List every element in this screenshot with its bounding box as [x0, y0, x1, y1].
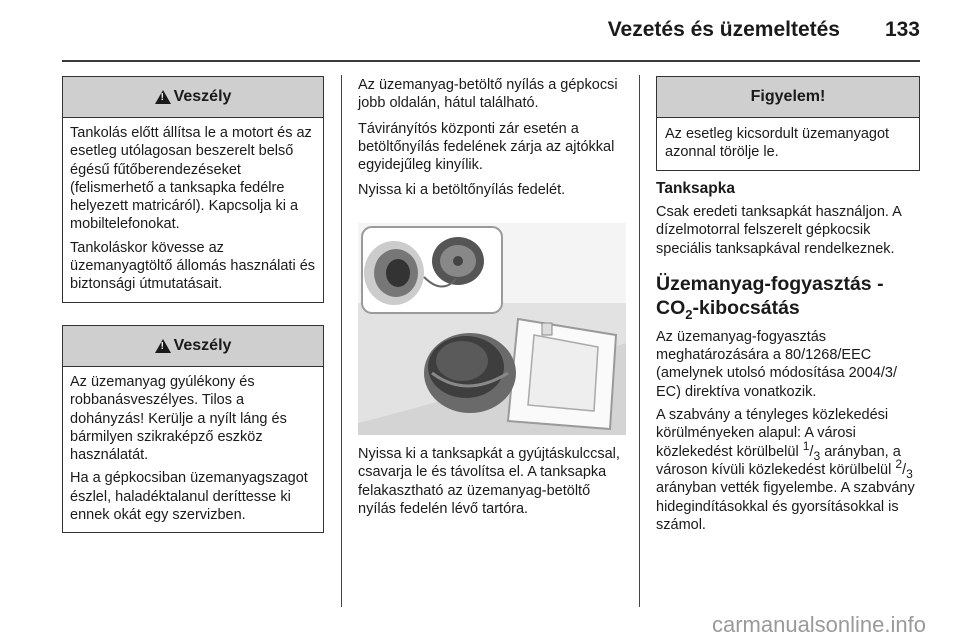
fuel-filler-instructions — [358, 76, 626, 207]
tank-cap-heading: Tanksapka — [656, 180, 735, 197]
right-column — [656, 180, 924, 539]
body-paragraph: Nyissa ki a betöltőnyílás fedelét. — [358, 182, 566, 199]
fraction-denominator: 3 — [906, 466, 913, 481]
warning-paragraph: Tankolás előtt állítsa le a motort és az esetleg utólagosan beszerelt belső égésű fűtőberendezéseket (felismerhető a tanksapka fedélre helyezett matricáról). Kapcsolja ki a mobiltelefonokat. — [70, 125, 312, 233]
notice-box — [656, 76, 920, 171]
warning-header — [63, 326, 323, 367]
notice-header — [657, 77, 919, 118]
heading-rest: -kibocsátás — [692, 296, 800, 319]
page-header-title: Vezetés és üzemeltetés — [607, 18, 840, 41]
warning-body — [63, 118, 323, 302]
watermark: carmanualsonline.info — [711, 612, 926, 637]
text-fragment: A szabvány a tényleges közlekedési körülményeken alapul: A városi közlekedést körülbelül — [656, 407, 889, 460]
warning-title: Veszély — [173, 88, 232, 105]
body-paragraph: Az üzemanyag-betöltő nyílás a gépkocsi jobb oldalán, hátul található. — [358, 77, 618, 112]
header-rule — [62, 60, 920, 62]
tank-cap-text: Csak eredeti tanksapkát használjon. A dízelmotorral felszerelt gépkocsik speciális tanksapkával rendelkeznek. — [656, 204, 902, 257]
notice-title: Figyelem! — [750, 88, 826, 105]
notice-body: Az esetleg kicsordult üzemanyagot azonnal törölje le. — [665, 126, 890, 161]
text-fragment: arányban vették figyelembe. A szabvány hidegindításokkal és gyorsításokkal is számol. — [656, 480, 915, 533]
fraction-denominator: 3 — [813, 448, 821, 463]
heading-subscript: 2 — [685, 306, 693, 322]
column-divider-1 — [341, 75, 342, 607]
heading-line-1: Üzemanyag-fogyasztás - — [656, 272, 884, 295]
consumption-section-heading — [656, 272, 924, 320]
warning-body — [63, 367, 323, 532]
heading-co: CO — [656, 296, 686, 319]
warning-paragraph: Ha a gépkocsiban üzemanyagszagot észlel, haladéktalanul deríttesse ki ennek okát egy szervizben. — [70, 470, 308, 524]
fraction-numerator: 2 — [895, 457, 903, 472]
warning-paragraph: Tankoláskor kövesse az üzemanyagtöltő állomás használati és biztonsági útmutatásait. — [70, 239, 316, 293]
fraction-numerator: 1 — [802, 438, 810, 453]
warning-box-fueling — [62, 76, 324, 303]
fuel-cap-removal-text: Nyissa ki a tanksapkát a gyújtáskulccsal, csavarja le és távolítsa el. A tanksapka felakasztható az üzemanyag-betöltő nyílás fedelén lévő tartóra. — [358, 446, 620, 517]
consumption-paragraph: A szabvány a tényleges közlekedési körülményeken alapul: A városi közlekedést körülbelül $^1/_3$ arányban, a városon kívüli közlekedést körülbelül $^2/_3$ arányban vették figyelembe. A szabvány hidegindításokkal és gyorsításokkal is számol. — [656, 407, 915, 533]
page-number: 133 — [884, 18, 920, 41]
text-fragment: arányban, a városon kívüli közlekedést körülbelül — [656, 443, 901, 478]
warning-paragraph: Az üzemanyag gyúlékony és robbanásveszélyes. Tilos a dohányzás! Kerülje a nyílt láng és bármilyen szikraképző eszköz használatát. — [70, 374, 287, 464]
body-paragraph: Távirányítós központi zár esetén a betöltőnyílás fedelének zárja az ajtókkal egyidejűleg kinyílik. — [358, 120, 615, 174]
warning-header — [63, 77, 323, 118]
warning-triangle-icon — [155, 339, 171, 353]
warning-triangle-icon — [155, 90, 171, 104]
column-divider-2 — [639, 75, 640, 607]
warning-title: Veszély — [173, 337, 232, 354]
fuel-filler-flap-illustration — [358, 223, 626, 435]
warning-box-flammable — [62, 325, 324, 533]
consumption-paragraph: Az üzemanyag-fogyasztás meghatározására a 80/1268/EEC (amelynek utolsó módosítása 2004/3/ EC) direktíva vonatkozik. — [656, 328, 897, 400]
